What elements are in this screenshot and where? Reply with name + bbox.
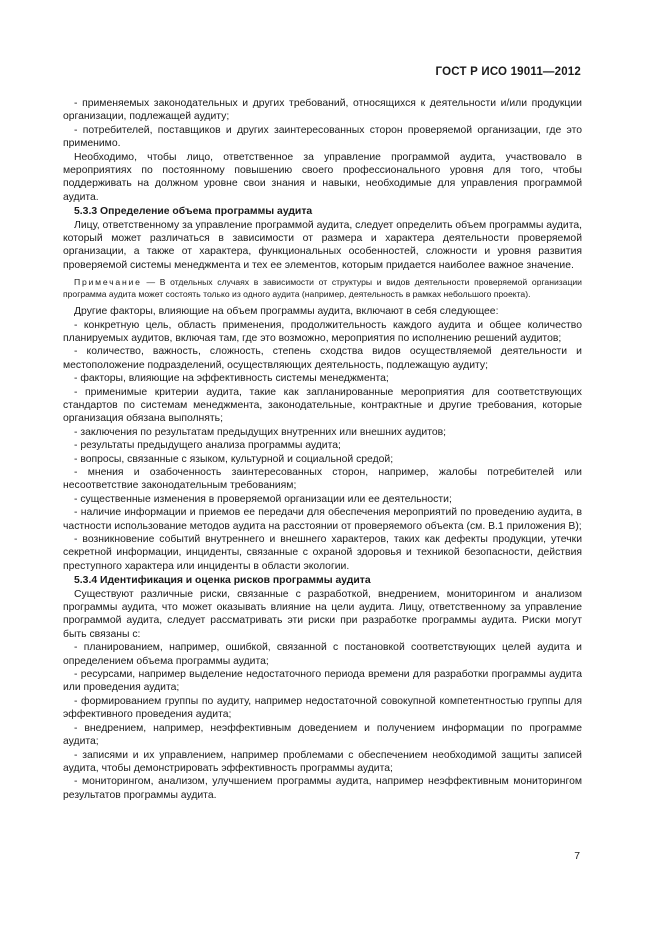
document-body [63, 97, 582, 802]
paragraph: Лицу, ответственному за управление программой аудита, следует определить объем программы аудита, который может различаться в зависимости от размера и характера деятельности проверяемой организации, а также от характера, функциональных особенностей, сложности и уровня развития проверяемой системы менеджмента и тех ее элементов, которым придается наиболее важное значение. [63, 219, 582, 271]
list-item: - мониторингом, анализом, улучшением программы аудита, например неэффективным мониторингом результатов программы аудита. [63, 776, 582, 801]
list-item: - заключения по результатам предыдущих внутренних или внешних аудитов; [74, 426, 447, 438]
list-item: - применимые критерии аудита, такие как запланированные мероприятия для соответствующих стандартов по системам менеджмента, законодательные, контрактные и другие требования, которые организация обязана выполнять; [63, 386, 582, 425]
list-item: - записями и их управлением, например проблемами с обеспечением необходимой защиты записей аудита, чтобы демонстрировать эффективность программы аудита; [63, 749, 582, 774]
note-lead: Примечание [74, 277, 142, 288]
note-text: — В отдельных случаях в зависимости от структуры и видов деятельности проверяемой организации программа аудита может состоять только из одного аудита (например, деятельность в рамках небольшого проекта). [63, 277, 582, 299]
list-item: - планированием, например, ошибкой, связанной с постановкой соответствующих целей аудита и определением объема программы аудита; [63, 642, 582, 667]
section-heading: 5.3.4 Идентификация и оценка рисков программы аудита [74, 575, 371, 587]
list-item: - количество, важность, сложность, степень сходства видов осуществляемой деятельности и местоположение подразделений, осуществляющих деятельность, подлежащую аудиту; [63, 346, 582, 371]
list-item: - результаты предыдущего анализа программы аудита; [74, 440, 341, 452]
paragraph: Существуют различные риски, связанные с разработкой, внедрением, мониторингом и анализом программы аудита, что может оказывать влияние на цели аудита. Лицу, ответственному за управление программой аудита, следует рассматривать эти риски при разработке программы аудита. Риски могут быть связаны с: [63, 588, 582, 640]
list-item: - вопросы, связанные с языком, культурной и социальной средой; [74, 453, 394, 465]
paragraph: Необходимо, чтобы лицо, ответственное за управление программой аудита, участвовало в мероприятиях по постоянному повышению своего профессионального уровня для того, чтобы поддерживать на должном уровне свои знания и навыки, необходимые для управления программой аудита. [63, 151, 582, 203]
list-item: - ресурсами, например выделение недостаточного периода времени для разработки программы аудита или проведения аудита; [63, 669, 582, 694]
paragraph: - применяемых законодательных и других требований, относящихся к деятельности и/или продукции организации, подлежащей аудиту; [63, 98, 582, 123]
list-item: - факторы, влияющие на эффективность системы менеджмента; [74, 373, 389, 385]
list-item: - конкретную цель, область применения, продолжительность каждого аудита и общее количество планируемых аудитов, включая там, где это возможно, мероприятия по исполнению решений аудитов; [63, 319, 582, 344]
section-heading: 5.3.3 Определение объема программы аудита [74, 206, 313, 218]
list-item: - внедрением, например, неэффективным доведением и получением информации по программе аудита; [63, 722, 582, 748]
paragraph: - потребителей, поставщиков и других заинтересованных сторон проверяемой организации, где это применимо. [63, 124, 582, 150]
list-item: - формированием группы по аудиту, например недостаточной совокупной компетентностью группы для эффективного проведения аудита; [63, 695, 582, 721]
list-item: - существенные изменения в проверяемой организации или ее деятельности; [74, 493, 452, 505]
note [63, 277, 582, 300]
standard-id: ГОСТ Р ИСО 19011—2012 [435, 66, 581, 78]
paragraph: Другие факторы, влияющие на объем программы аудита, включают в себя следующее: [74, 306, 499, 318]
list-item: - наличие информации и приемов ее передачи для обеспечения мероприятий по проведению аудита, в частности использование методов аудита на расстоянии от проверяемого объекта (см. В.1 приложения В); [63, 507, 582, 532]
list-item: - возникновение событий внутреннего и внешнего характеров, таких как дефекты продукции, утечки секретной информации, инциденты, связанные с охраной здоровья и техникой безопасности, действия преступного характера или инциденты в области экологии. [63, 534, 582, 572]
page-number: 7 [574, 851, 580, 862]
list-item: - мнения и озабоченность заинтересованных сторон, например, жалобы потребителей или несоответствие законодательным требованиям; [63, 466, 582, 492]
